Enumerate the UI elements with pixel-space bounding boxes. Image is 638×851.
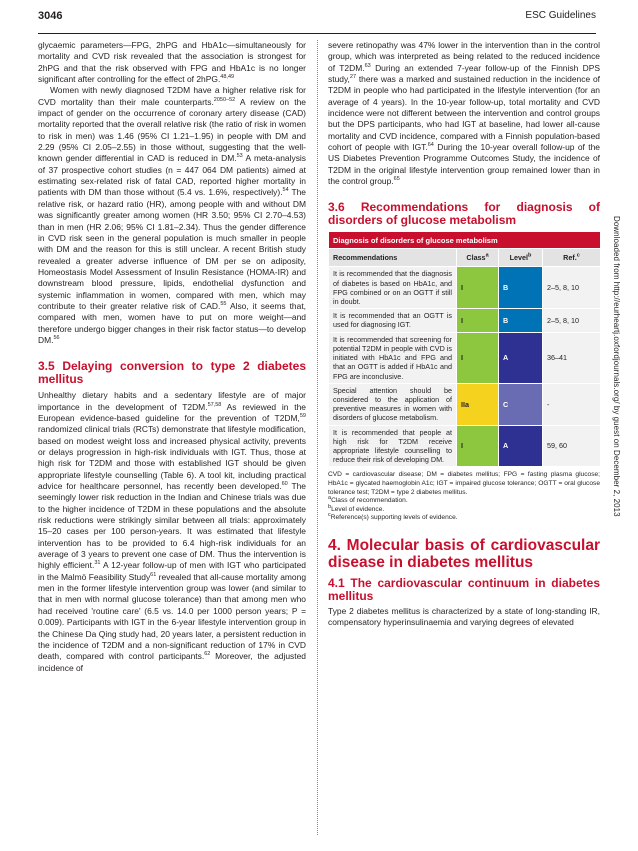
table-header-row <box>329 249 601 267</box>
paragraph-retinopathy: severe retinopathy was 47% lower in the intervention than in the control group, which was interpreted as being related to the reduced incidence of T2DM.$^{63}$ During an extended 7-year follow-up of the Finnish DPS study,$^{27}$ there was a marked and sustained reduction in the incidence of T2DM in people who had participated in the lifestyle intervention (for an average of 4 years). In the 10-year follow-up, total mortality and CVD incidence were not different between the intervention and control groups but the DPS participants, who had IGT at baseline, had lower all-cause mortality and CVD incidence, compared with a Finnish population-based cohort of people with IGT.$^{64}$ During the 10-year overall follow-up of the US Diabetes Prevention Programme Outcomes Study, the incidence of T2DM in the original lifestyle intervention group remained lower than in the control group.$^{65}$ <box>328 40 600 187</box>
section-3-6-heading: 3.6 Recommendations for diagnosis of disorders of glucose metabolism <box>328 200 600 228</box>
legend-note-a: $^a$Class of recommendation. <box>328 494 408 505</box>
table-row <box>329 425 601 467</box>
level-badge: A <box>499 425 543 467</box>
right-column <box>328 40 600 629</box>
class-badge: I <box>457 425 499 467</box>
recommendations-table <box>328 231 601 467</box>
class-badge: I <box>457 309 499 332</box>
section-4-heading: 4. Molecular basis of cardiovascular disease in diabetes mellitus <box>328 536 600 571</box>
class-badge: IIa <box>457 383 499 425</box>
reference-cell: 36–41 <box>543 332 601 383</box>
reference-cell: 59, 60 <box>543 425 601 467</box>
legend-note-c: $^c$Reference(s) supporting levels of evidence. <box>328 512 458 522</box>
table-title-row <box>329 232 601 249</box>
table-row <box>329 383 601 425</box>
table-row <box>329 332 601 383</box>
level-badge: B <box>499 267 543 309</box>
table-legend <box>328 471 600 523</box>
recommendation-text: It is recommended that people at high risk for T2DM receive appropriate lifestyle counselling to reduce their risk of developing DM. <box>329 425 457 467</box>
col-header-ref: Ref.$^c$ <box>543 249 601 267</box>
table-title: Diagnosis of disorders of glucose metabolism <box>329 232 601 249</box>
section-4-1-heading: 4.1 The cardiovascular continuum in diabetes mellitus <box>328 575 600 603</box>
paragraph-delaying-conversion: Unhealthy dietary habits and a sedentary lifestyle are of major importance in the development of T2DM.$^{57,58}$ As reviewed in the European evidence-based guideline for the prevention of T2DM,$^{59}$ randomized clinical trials (RCTs) demonstrate that lifestyle modification, based on modest weight loss and increased physical activity, prevents or delays progression in high-risk individuals with IGT. Thus, those at high risk for T2DM and those with established IGT should be given appropriate lifestyle counselling (Table 6). A tool kit, including practical advice for healthcare personnel, has recently been developed.$^{60}$ The seemingly lower risk reduction in the Indian and Chinese trials was due to the higher incidence of T2DM in these populations and the absolute risk reductions were strikingly similar between all trials: approximately 15–20 cases per 100 person-years. It was estimated that lifestyle intervention has to be provided to 6.4 high-risk individuals for an average of 3 years to prevent one case of DM. Thus the intervention is highly efficient.$^{31}$ A 12-year follow-up of men with IGT who participated in the Malmö Feasibility Study$^{61}$ revealed that all-cause mortality among men in the former lifestyle intervention group was lower (and similar to that in men with normal glucose tolerance) than that among men who had received 'routine care' (6.5 vs. 14.0 per 1000 person years; P = 0.009). Participants with IGT in the 6-year lifestyle intervention group in the Chinese Da Qing study had, 20 years later, a persistent reduction in the incidence of T2DM and a non-significant reduction of 17% in CVD death, compared with control participants.$^{62}$ Moreover, the adjusted incidence of <box>38 390 307 673</box>
column-divider <box>317 40 318 835</box>
page-number: 3046 <box>38 10 63 22</box>
table-row <box>329 267 601 309</box>
legend-abbreviations: CVD = cardiovascular disease; DM = diabetes mellitus; FPG = fasting plasma glucose; HbA1c = glycated haemoglobin A1c; IGT = impaired glucose tolerance; OGTT = oral glucose tolerance test; T2DM = type 2 diabetes mellitus. <box>328 471 600 496</box>
col-header-recommendations: Recommendations <box>329 249 457 267</box>
paragraph-t2dm-characterized: Type 2 diabetes mellitus is characterized by a state of long-standing IR, compensatory hyperinsulinaemia and varying degrees of elevated <box>328 605 600 628</box>
left-column <box>38 40 306 674</box>
col-header-level: Level$^b$ <box>499 249 543 267</box>
reference-cell: 2–5, 8, 10 <box>543 309 601 332</box>
level-badge: C <box>499 383 543 425</box>
reference-cell: - <box>543 383 601 425</box>
table-row <box>329 309 601 332</box>
paragraph-glycaemic: glycaemic parameters—FPG, 2hPG and HbA1c—simultaneously for mortality and CVD risk revealed that the association is strongest for 2hPG and that the risk observed with FPG and HbA1c is no longer significant after controlling for the effect of 2hPG.$^{48,49}$ <box>38 40 306 85</box>
recommendation-text: It is recommended that screening for potential T2DM in people with CVD is initiated with HbA1c and FPG and that an OGTT is added if HbA1c and FPG are inconclusive. <box>329 332 457 383</box>
section-3-5-heading: 3.5 Delaying conversion to type 2 diabetes mellitus <box>38 359 306 387</box>
recommendation-text: It is recommended that an OGTT is used for diagnosing IGT. <box>329 309 457 332</box>
recommendation-text: It is recommended that the diagnosis of diabetes is based on HbA1c, and FPG combined or on an OGTT if still in doubt. <box>329 267 457 309</box>
legend-note-b: $^b$Level of evidence. <box>328 503 385 513</box>
col-header-class: Class$^a$ <box>457 249 499 267</box>
download-watermark: Downloaded from http://eurheartj.oxfordjournals.org/ by guest on December 2, 2013 <box>612 216 621 517</box>
page-header <box>38 10 596 28</box>
reference-cell: 2–5, 8, 10 <box>543 267 601 309</box>
level-badge: B <box>499 309 543 332</box>
class-badge: I <box>457 267 499 309</box>
header-rule <box>38 33 596 34</box>
recommendation-text: Special attention should be considered to the application of preventive measures in women with disorders of glucose metabolism. <box>329 383 457 425</box>
level-badge: A <box>499 332 543 383</box>
paragraph-gender-risk: Women with newly diagnosed T2DM have a higher relative risk for CVD mortality than their male counterparts.$^{2050-52}$ A review on the impact of gender on the occurrence of coronary artery disease (CAD) mortality reported that the overall relative risk (the ratio of risk in women to risk in men) was 1.46 (95% CI 1.21–1.95) in people with DM and 2.29 (95% CI 2.05–2.55) in those without, suggesting that the well-known gender differential in CAD is reduced in DM.$^{53}$ A meta-analysis of 37 prospective cohort studies (n = 447 064 DM patients) aimed at estimating sex-related risk of fatal CAD, reported higher mortality in patients with DM than those without (5.4 vs. 1.6%, respectively).$^{54}$ The relative risk, or hazard ratio (HR), among people with and without DM was significantly greater among women (HR 3.50; 95% CI 2.70–4.53) than in men (HR 2.06; 95% CI 1.81–2.34). Thus the gender difference in CVD risk seen in the general population is much smaller in people with DM and the reason for this is still unclear. A recent British study revealed a greater adverse influence of DM per se on adiposity, Homeostasis Model Assessment of Insulin Resistance (HOMA-IR) and downstream blood pressure, lipids, endothelial dysfunction and systemic inflammation in women, compared with men, which may contribute to their greater relative risk of CAD.$^{55}$ Also, it seems that, compared with men, women have to put on more weight—and therefore undergo bigger changes in their risk factor status—to develop DM.$^{56}$ <box>38 85 307 345</box>
class-badge: I <box>457 332 499 383</box>
journal-section: ESC Guidelines <box>525 10 596 21</box>
